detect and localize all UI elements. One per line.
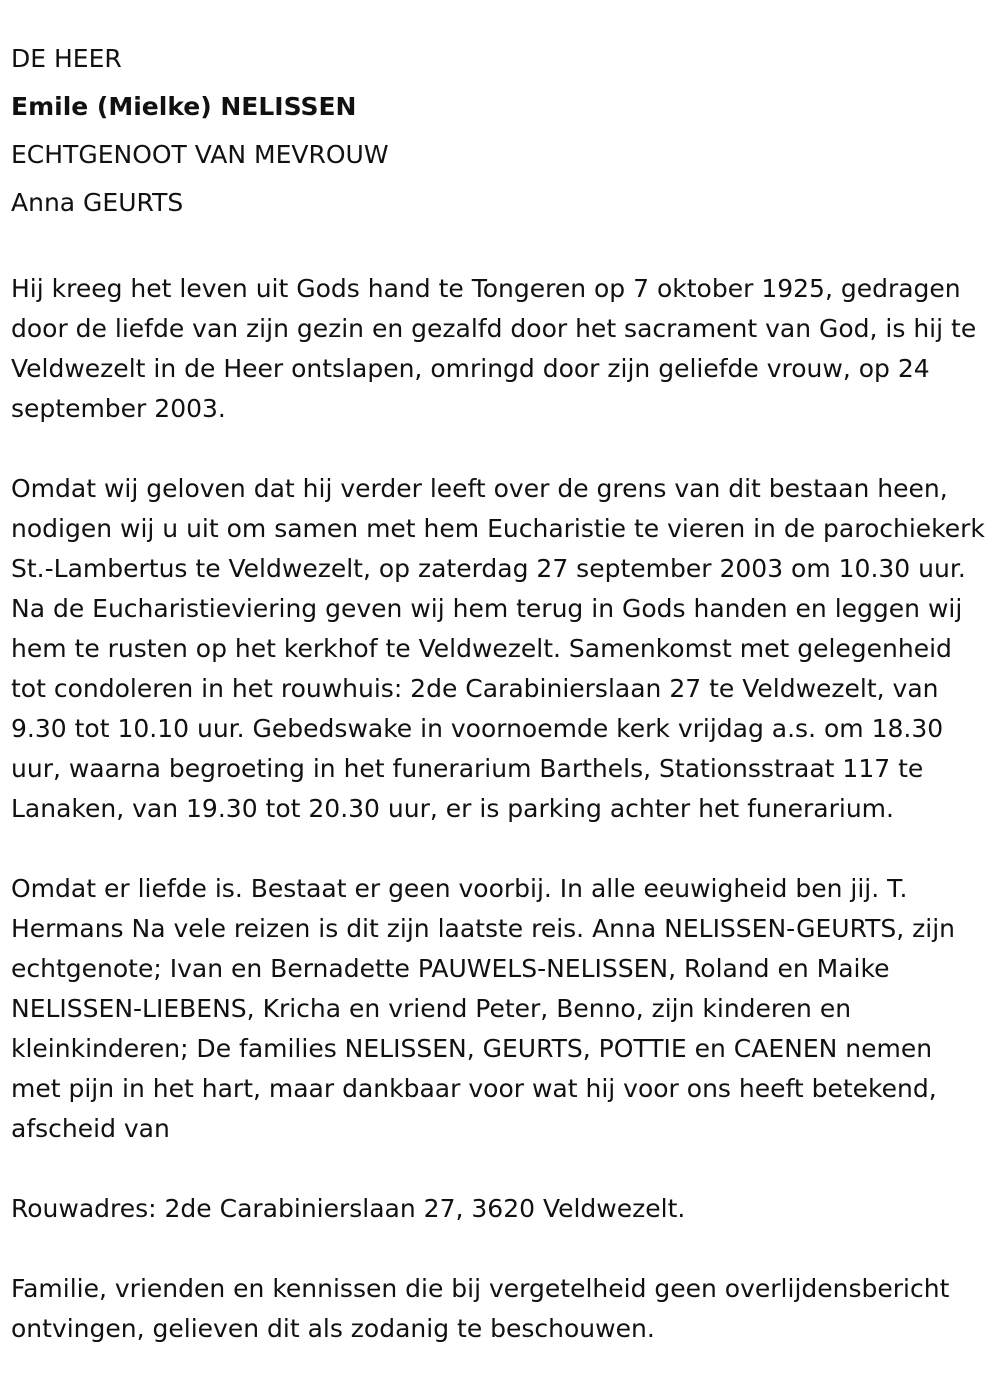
- paragraph-family: Omdat er liefde is. Bestaat er geen voorbij. In alle eeuwigheid ben jij. T. Hermans Na vele reizen is dit zijn laatste reis. Anna NELISSEN-GEURTS, zijn echtgenote; Ivan en Bernadette PAUWELS-NELISSEN, Roland en Maike NELISSEN-LIEBENS, Kricha en vriend Peter, Benno, zijn kinderen en kleinkinderen; De families NELISSEN, GEURTS, POTTIE en CAENEN nemen met pijn in het hart, maar dankbaar voor wat hij voor ons heeft betekend, afscheid van: [11, 874, 956, 1143]
- title-prefix: DE HEER: [11, 44, 122, 73]
- obituary-document: [11, 35, 986, 1349]
- spouse-name: Anna GEURTS: [11, 188, 184, 217]
- relation-line: ECHTGENOOT VAN MEVROUW: [11, 140, 389, 169]
- paragraph-funeral-details: Omdat wij geloven dat hij verder leeft over de grens van dit bestaan heen, nodigen wij u uit om samen met hem Eucharistie te vieren in de parochiekerk St.-Lambertus te Veldwezelt, op zaterdag 27 september 2003 om 10.30 uur. Na de Eucharistieviering geven wij hem terug in Gods handen en leggen wij hem te rusten op het kerkhof te Veldwezelt. Samenkomst met gelegenheid tot condoleren in het rouwhuis: 2de Carabinierslaan 27 te Veldwezelt, van 9.30 tot 10.10 uur. Gebedswake in voornoemde kerk vrijdag a.s. om 18.30 uur, waarna begroeting in het funerarium Barthels, Stationsstraat 117 te Lanaken, van 19.30 tot 20.30 uur, er is parking achter het funerarium.: [11, 474, 985, 823]
- paragraph-notice: Familie, vrienden en kennissen die bij vergetelheid geen overlijdensbericht ontvingen, gelieven dit als zodanig te beschouwen.: [11, 1274, 950, 1343]
- paragraph-birth-death: Hij kreeg het leven uit Gods hand te Tongeren op 7 oktober 1925, gedragen door de liefde van zijn gezin en gezalfd door het sacrament van God, is hij te Veldwezelt in de Heer ontslapen, omringd door zijn geliefde vrouw, op 24 september 2003.: [11, 274, 977, 423]
- paragraph-address: Rouwadres: 2de Carabinierslaan 27, 3620 Veldwezelt.: [11, 1194, 686, 1223]
- deceased-name: Emile (Mielke) NELISSEN: [11, 92, 357, 121]
